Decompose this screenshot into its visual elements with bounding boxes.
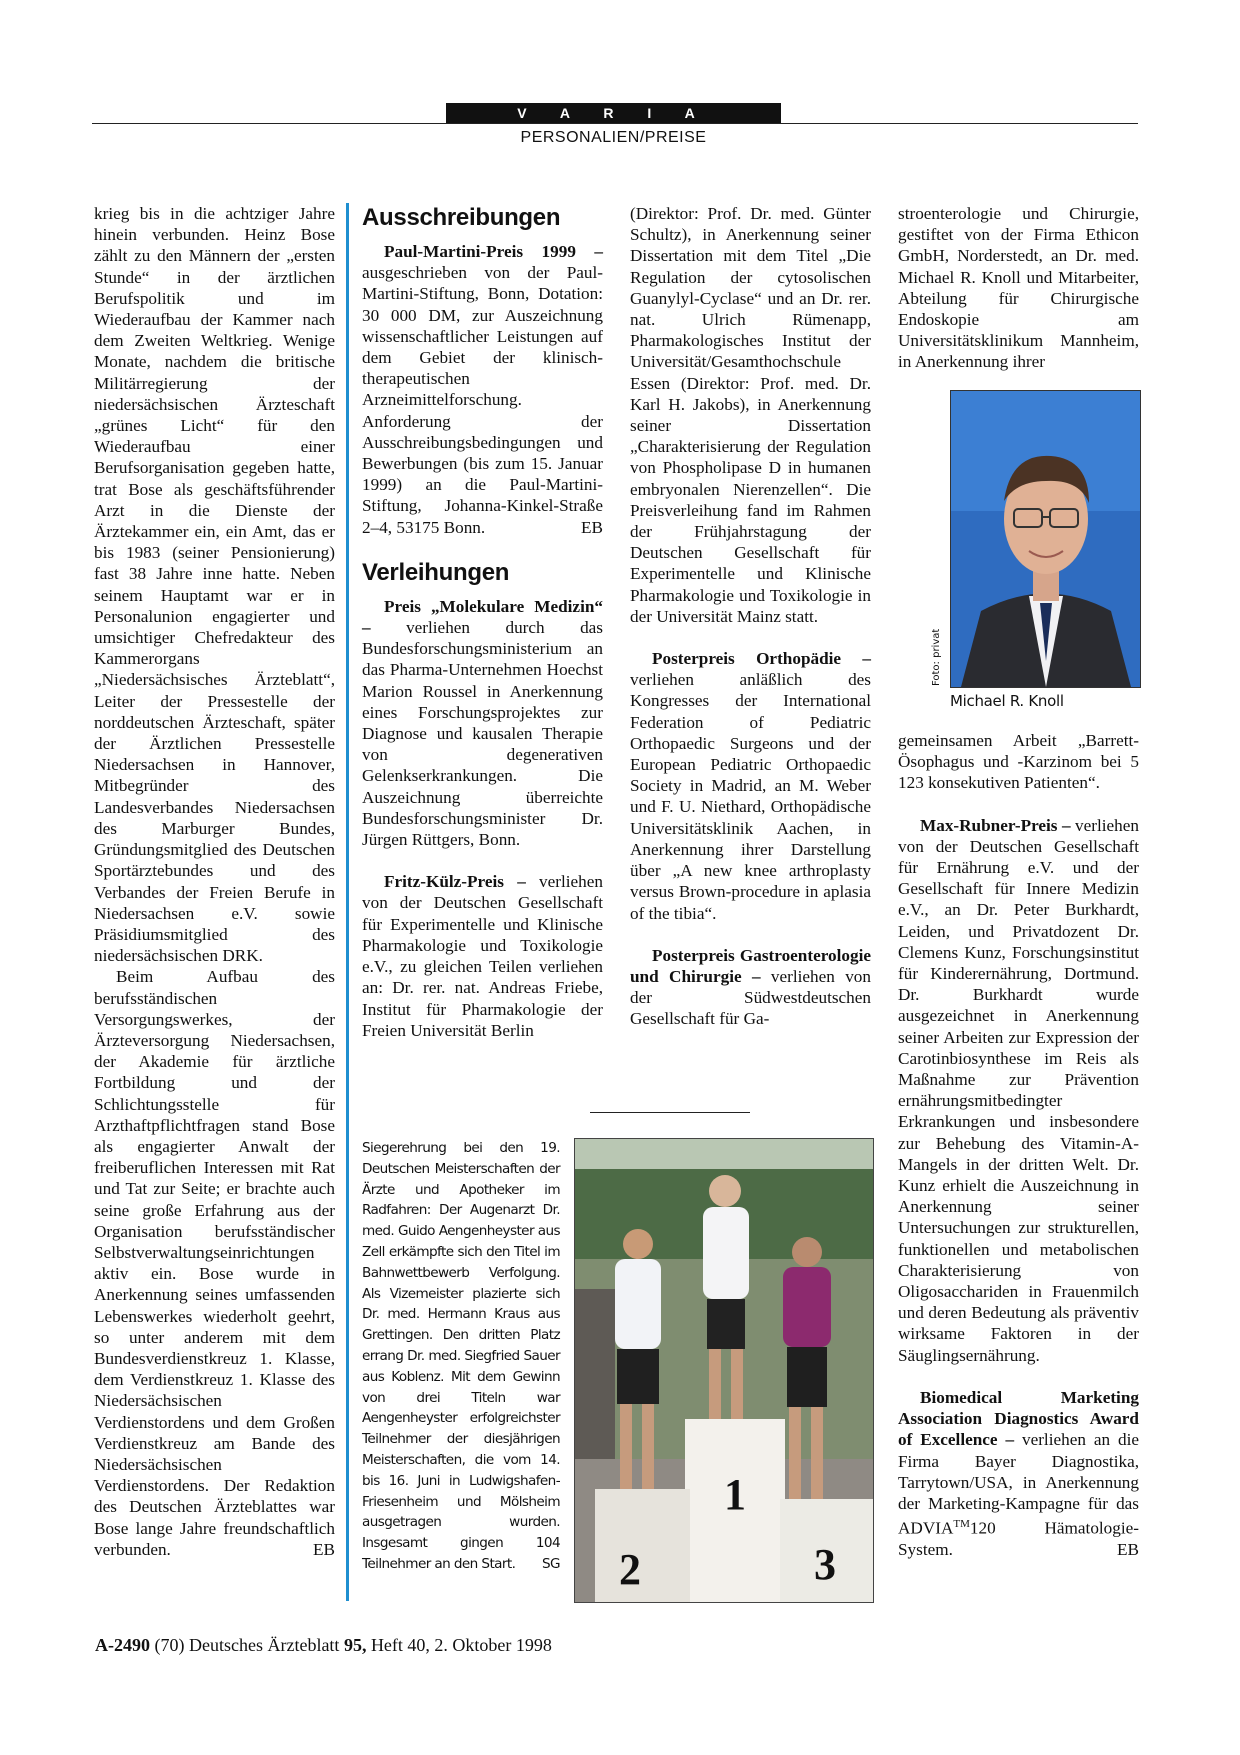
column-3 <box>630 203 871 1030</box>
photo-caption-text: Siegerehrung bei den 19. Deutschen Meisterschaften der Ärzte und Apotheker im Radfahren: Der Augenarzt Dr. med. Guido Aengenheyster aus Zell erkämpfte sich den Titel im Bahnwettbewerb Verfolgung. Als Vizemeister plazierte sich Dr. med. Hermann Kraus aus Grettingen. Den dritten Platz errang Dr. med. Siegfried Sauer aus Koblenz. Mit dem Gewinn von drei Titeln war Aengenheyster erfolgreichster Teilnehmer der diesjährigen Meisterschaften, die vom 14. bis 16. Juni in Ludwigshafen-Friesenheim und Mölsheim ausgetragen wurden. Insgesamt gingen 104 Teilnehmer an den Start. <box>362 1140 560 1572</box>
martini-paragraph <box>362 241 603 538</box>
heading-ausschreibungen: Ausschreibungen <box>362 204 561 231</box>
kuelz-paragraph <box>362 871 603 1041</box>
col3-paragraph-1: (Direktor: Prof. Dr. med. Günter Schultz), in Anerkennung seiner Dissertation mit dem Titel „Die Regulation der cytosolischen Guanylyl-Cyclase“ und an Dr. rer. nat. Ulrich Rümenapp, Pharmakologisches Institut der Universität/Gesamthochschule Essen (Direktor: Prof. med. Dr. Karl H. Jakobs), in Anerkennung seiner Dissertation „Charakterisierung der Regulation von Phospholipase D in humanen embryonalen Nierenzellen“. Die Preisverleihung fand im Rahmen der Frühjahrstagung der Deutschen Gesellschaft für Experimentelle und Klinische Pharmakologie und Toxikologie in der Universität Mainz statt. <box>630 204 871 626</box>
volume-number: 95, <box>343 1635 367 1655</box>
bmaa-paragraph <box>898 1387 1139 1560</box>
col1-paragraph-2-text: Beim Aufbau des berufsständischen Versorgungswerkes, der Ärzteversorgung Niedersachsen, der Akademie für ärztliche Fortbildung und der Schlichtungsstelle für Arzthaftpflichtfragen stand Bose als engagierter Anwalt der freiberuflichen Interessen mit Rat und Tat zur Seite; er brachte auch seine große Erfahrung aus der Organisation berufsständischer Selbstverwaltungseinrichtungen aktiv ein. Bose wurde in Anerkennung seines umfassenden Lebenswerkes wiederholt geehrt, so unter anderem mit dem Bundesverdienstkreuz 1. Klasse, dem Verdienstkreuz 1. Klasse des Niedersächsischen Verdienstordens und dem Großen Verdienstkreuz am Bande des Niedersächsischen Verdienstordens. Der Redaktion des Deutschen Ärzteblattes war Bose lange Jahre freundschaftlich verbunden. <box>94 967 335 1559</box>
photo-credit: Foto: privat <box>931 628 942 686</box>
rubner-paragraph <box>898 815 1139 1366</box>
martini-title: Paul-Martini-Preis 1999 – <box>384 242 603 261</box>
kuelz-text: verliehen von der Deutschen Gesellschaft für Experimentelle und Klinische Pharmakologie und Toxikologie e.V., zu gleichen Teilen verliehen an: Dr. rer. nat. Andreas Friebe, Institut für Pharmakologie der Freien Universität Berlin <box>362 872 603 1040</box>
section-subtitle: PERSONALIEN/PREISE <box>520 129 707 146</box>
podium-number-2: 2 <box>619 1545 641 1594</box>
gastro-title: Posterpreis Gastroenterologie und Chirurgie – <box>630 945 871 986</box>
trademark-mark: TM <box>953 1518 970 1531</box>
header-rule <box>92 123 1138 124</box>
bmaa-text: verliehen an die Firma Bayer Diagnostika, Tarrytown/USA, in Anerkennung der Marketing-Kampagne für das ADVIA <box>898 1430 1139 1538</box>
bmaa-end: 120 Hämatologie-System. <box>898 1518 1139 1560</box>
page-footer <box>95 1635 552 1656</box>
issue-prefix: (70) Deutsches Ärzteblatt <box>154 1635 344 1655</box>
bmaa-sign: EB <box>1117 1540 1139 1560</box>
molekular-paragraph <box>362 596 603 850</box>
ortho-text: verliehen anläßlich des Kongresses der International Federation of Pediatric Orthopaedic Surgeons und der European Pediatric Orthopaedic Society in Madrid, an M. Weber und F. U. Niethard, Orthopädische Universitätsklinik Aachen, in Anerkennung ihrer Darstellung über „A new knee arthroplasty versus Brown-procedure in aplasia of the tibia“. <box>630 670 871 923</box>
martini-text: ausgeschrieben von der Paul-Martini-Stiftung, Bonn, Dotation: 30 000 DM, zur Auszeichnung wissenschaftlicher Leistungen auf dem Gebiet der klinisch-therapeutischen Arzneimittelforschung. Anforderung der Ausschreibungsbedingungen und Bewerbungen (bis zum 15. Januar 1999) an die Paul-Martini-Stiftung, Johanna-Kinkel-Straße 2–4, 53175 Bonn. <box>362 263 603 537</box>
column-4 <box>898 203 1139 373</box>
caption-rule <box>590 1112 750 1113</box>
rubner-text: verliehen von der Deutschen Gesellschaft für Ernährung e.V. und der Gesellschaft für Innere Medizin e.V., an Dr. Peter Burkhardt, Leiden, und Privatdozent Dr. Clemens Kunz, Forschungsinstitut für Kinderernährung, Dortmund. Dr. Burkhardt wurde ausgezeichnet in Anerkennung seiner Arbeiten zur Expression der Carotinbiosynthese im Reis als Maßnahme zur Prävention ernährungsmitbedingter Erkrankungen und insbesondere zur Behebung des Vitamin-A-Mangels in der dritten Welt. Dr. Kunz erhielt die Auszeichnung in Anerkennung seiner Untersuchungen zur strukturellen, funktionellen und metabolischen Charakterisierung von Oligosacchariden in Frauenmilch und deren Bedeutung als präventiv wirksame Faktoren in der Säuglingsernährung. <box>898 815 1139 1365</box>
column-1 <box>94 203 335 1560</box>
section-banner: V A R I A <box>446 103 781 123</box>
column-4-continued <box>898 730 1139 1560</box>
col4-paragraph-2: gemeinsamen Arbeit „Barrett-Ösophagus und -Karzinom bei 5 123 konsekutiven Patienten“. <box>898 731 1139 793</box>
ortho-paragraph <box>630 648 871 924</box>
issue-suffix: Heft 40, 2. Oktober 1998 <box>366 1635 552 1655</box>
photo-caption <box>362 1138 560 1575</box>
gastro-paragraph <box>630 945 871 1030</box>
kuelz-title: Fritz-Külz-Preis – <box>384 872 526 892</box>
portrait-illustration <box>951 391 1140 687</box>
col1-paragraph-1: krieg bis in die achtziger Jahre hinein verbunden. Heinz Bose zählt zu den Männern der „ersten Stunde“ in der ärztlichen Berufspolitik und im Wiederaufbau der Kammer nach dem Zweiten Weltkrieg. Wenige Monate, nachdem die britische Militärregierung der niedersächsischen Ärzteschaft „grünes Licht“ für den Wiederaufbau einer Berufsorganisation gegeben hatte, trat Bose als geschäftsführender Arzt in die Dienste der Ärztekammer ein, ein Amt, das er bis 1983 (seiner Pensionierung) fast 38 Jahre inne hatte. Neben seinem Hauptamt war er in Personalunion engagierter und umsichtiger Chefredakteur des Kammerorgans „Niedersächsisches Ärzteblatt“, Leiter der Pressestelle der norddeutschen Ärzteschaft, später der Ärztlichen Pressestelle Niedersachsen in Hannover, Mitbegründer des Landesverbandes Niedersachsen des Marburger Bundes, Gründungsmitglied des Deutschen Sportärztebundes und des Verbandes der Freien Berufe in Niedersachsen e.V. sowie Präsidiumsmitglied des niedersächsischen DRK. <box>94 204 335 966</box>
portrait-photo <box>950 390 1141 688</box>
portrait-caption: Michael R. Knoll <box>950 692 1064 710</box>
bmaa-title: Biomedical Marketing Association Diagnostics Award of Excellence – <box>898 1387 1139 1450</box>
cyclists-podium-illustration <box>575 1139 873 1602</box>
molekular-text: verliehen durch das Bundesforschungsministerium an das Pharma-Unternehmen Hoechst Marion Roussel in Anerkennung eines Forschungsprojektes zur Diagnose und kausalen Therapie von degenerativen Gelenkserkrankungen. Die Auszeichnung überreichte Bundesforschungsminister Dr. Jürgen Rüttgers, Bonn. <box>362 618 603 850</box>
rubner-title: Max-Rubner-Preis – <box>920 815 1071 835</box>
page-number: A-2490 <box>95 1635 150 1655</box>
cyclists-podium-photo <box>574 1138 874 1603</box>
ortho-title: Posterpreis Orthopädie – <box>652 649 871 669</box>
photo-caption-sign: SG <box>542 1555 560 1572</box>
heading-verleihungen: Verleihungen <box>362 558 510 586</box>
podium-number-1: 1 <box>724 1470 746 1519</box>
column-2 <box>362 203 603 1041</box>
col1-paragraph-2 <box>94 966 335 1560</box>
column-divider <box>346 203 349 1601</box>
col4-paragraph-1: stroenterologie und Chirurgie, gestiftet von der Firma Ethicon GmbH, Norderstedt, an Dr. med. Michael R. Knoll und Mitarbeiter, Abteilung für Chirurgische Endoskopie am Universitätsklinikum Mannheim, in Anerkennung ihrer <box>898 204 1139 372</box>
author-sign: EB <box>313 1539 335 1559</box>
martini-sign: EB <box>581 517 603 537</box>
molekular-title: Preis „Molekulare Medizin“ – <box>362 596 603 638</box>
podium-number-3: 3 <box>814 1540 836 1589</box>
gastro-text: verliehen von der Südwestdeutschen Gesellschaft für Ga- <box>630 966 871 1029</box>
